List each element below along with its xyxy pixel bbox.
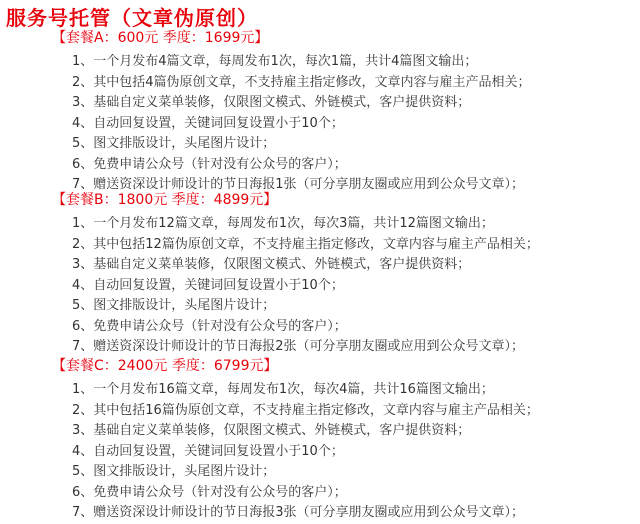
list-item: 1、一个月发布4篇文章，每周发布1次，每次1篇，共计4篇图文输出； bbox=[72, 54, 478, 69]
list-item: 3、基础自定义菜单装修，仅限图文模式、外链模式，客户提供资料； bbox=[72, 423, 471, 438]
list-item: 5、图文排版设计，头尾图片设计； bbox=[72, 464, 276, 479]
list-item: 7、赠送资深设计师设计的节日海报3张（可分享朋友圈或应用到公众号文章）； bbox=[72, 505, 525, 520]
package-b-items bbox=[72, 214, 539, 358]
package-c-items bbox=[72, 380, 539, 524]
list-item: 6、免费申请公众号（针对没有公众号的客户）； bbox=[72, 318, 347, 334]
list-item: 2、其中包括16篇伪原创文章，不支持雇主指定修改，文章内容与雇主产品相关； bbox=[72, 402, 539, 418]
list-item: 2、其中包括12篇伪原创文章，不支持雇主指定修改，文章内容与雇主产品相关； bbox=[72, 236, 539, 252]
list-item: 2、其中包括4篇伪原创文章，不支持雇主指定修改，文章内容与雇主产品相关； bbox=[72, 74, 531, 90]
list-item: 6、免费申请公众号（针对没有公众号的客户）； bbox=[72, 156, 347, 172]
package-a-items bbox=[72, 52, 531, 196]
list-item: 7、赠送资深设计师设计的节日海报2张（可分享朋友圈或应用到公众号文章）； bbox=[72, 339, 525, 354]
page-title: 服务号托管（文章伪原创） bbox=[6, 6, 258, 30]
list-item: 6、免费申请公众号（针对没有公众号的客户）； bbox=[72, 484, 347, 500]
list-item: 4、自动回复设置，关键词回复设置小于10个； bbox=[72, 115, 344, 131]
package-b-header: 【套餐B：1800元 季度：4899元】 bbox=[52, 192, 278, 208]
package-c-header: 【套餐C：2400元 季度：6799元】 bbox=[52, 358, 278, 374]
list-item: 5、图文排版设计，头尾图片设计； bbox=[72, 298, 276, 313]
list-item: 1、一个月发布16篇文章，每周发布1次，每次4篇，共计16篇图文输出； bbox=[72, 382, 494, 397]
list-item: 3、基础自定义菜单装修，仅限图文模式、外链模式，客户提供资料； bbox=[72, 95, 471, 110]
list-item: 1、一个月发布12篇文章，每周发布1次，每次3篇，共计12篇图文输出； bbox=[72, 216, 494, 231]
package-a-header: 【套餐A：600元 季度：1699元】 bbox=[52, 30, 269, 46]
list-item: 4、自动回复设置，关键词回复设置小于10个； bbox=[72, 277, 344, 293]
list-item: 4、自动回复设置，关键词回复设置小于10个； bbox=[72, 443, 344, 459]
list-item: 3、基础自定义菜单装修，仅限图文模式、外链模式，客户提供资料； bbox=[72, 257, 471, 272]
list-item: 7、赠送资深设计师设计的节日海报1张（可分享朋友圈或应用到公众号文章）； bbox=[72, 177, 525, 192]
list-item: 5、图文排版设计，头尾图片设计； bbox=[72, 136, 276, 151]
